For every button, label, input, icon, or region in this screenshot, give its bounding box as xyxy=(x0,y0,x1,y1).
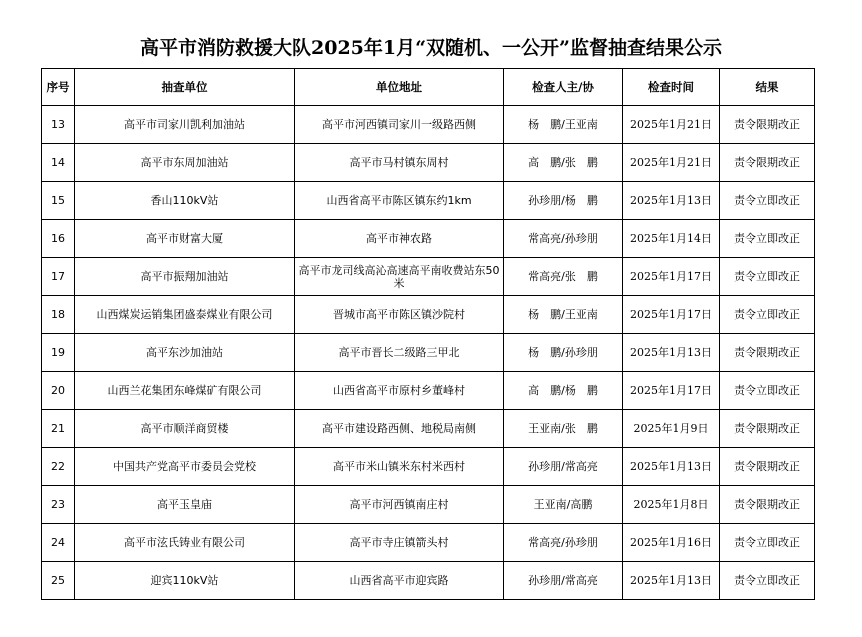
cell-address: 高平市米山镇米东村米西村 xyxy=(295,448,504,486)
cell-address: 高平市神农路 xyxy=(295,220,504,258)
cell-unit: 山西煤炭运销集团盛泰煤业有限公司 xyxy=(75,296,295,334)
cell-unit: 高平市泫氏铸业有限公司 xyxy=(75,524,295,562)
cell-date: 2025年1月13日 xyxy=(623,448,720,486)
cell-address: 高平市龙司线高沁高速高平南收费站东50米 xyxy=(295,258,504,296)
cell-inspectors: 常高亮/张 鹏 xyxy=(504,258,623,296)
cell-date: 2025年1月14日 xyxy=(623,220,720,258)
header-seq: 序号 xyxy=(42,69,75,106)
cell-result: 责令限期改正 xyxy=(720,448,815,486)
cell-inspectors: 孙珍朋/常高亮 xyxy=(504,562,623,600)
header-date: 检查时间 xyxy=(623,69,720,106)
cell-seq: 17 xyxy=(42,258,75,296)
table-row xyxy=(42,410,815,448)
header-address: 单位地址 xyxy=(295,69,504,106)
cell-date: 2025年1月16日 xyxy=(623,524,720,562)
cell-address: 山西省高平市陈区镇东约1km xyxy=(295,182,504,220)
table-row xyxy=(42,106,815,144)
cell-inspectors: 高 鹏/杨 鹏 xyxy=(504,372,623,410)
cell-address: 高平市寺庄镇箭头村 xyxy=(295,524,504,562)
cell-seq: 21 xyxy=(42,410,75,448)
cell-date: 2025年1月9日 xyxy=(623,410,720,448)
page-title: 高平市消防救援大队2025年1月“双随机、一公开”监督抽查结果公示 xyxy=(140,37,722,59)
header-unit: 抽查单位 xyxy=(75,69,295,106)
cell-seq: 25 xyxy=(42,562,75,600)
cell-result: 责令立即改正 xyxy=(720,220,815,258)
cell-inspectors: 王亚南/张 鹏 xyxy=(504,410,623,448)
table-row xyxy=(42,448,815,486)
cell-result: 责令限期改正 xyxy=(720,486,815,524)
cell-inspectors: 孙珍朋/常高亮 xyxy=(504,448,623,486)
cell-date: 2025年1月13日 xyxy=(623,562,720,600)
results-table xyxy=(41,68,815,600)
cell-seq: 16 xyxy=(42,220,75,258)
cell-seq: 15 xyxy=(42,182,75,220)
cell-unit: 迎宾110kV站 xyxy=(75,562,295,600)
table-row xyxy=(42,296,815,334)
cell-unit: 高平市振翔加油站 xyxy=(75,258,295,296)
table-row xyxy=(42,258,815,296)
cell-date: 2025年1月21日 xyxy=(623,106,720,144)
cell-date: 2025年1月13日 xyxy=(623,334,720,372)
cell-date: 2025年1月13日 xyxy=(623,182,720,220)
cell-unit: 中国共产党高平市委员会党校 xyxy=(75,448,295,486)
cell-seq: 14 xyxy=(42,144,75,182)
cell-result: 责令立即改正 xyxy=(720,296,815,334)
cell-result: 责令限期改正 xyxy=(720,106,815,144)
cell-unit: 高平东沙加油站 xyxy=(75,334,295,372)
cell-date: 2025年1月17日 xyxy=(623,258,720,296)
cell-inspectors: 王亚南/高鹏 xyxy=(504,486,623,524)
cell-result: 责令立即改正 xyxy=(720,372,815,410)
cell-seq: 20 xyxy=(42,372,75,410)
cell-date: 2025年1月17日 xyxy=(623,372,720,410)
cell-unit: 高平市东周加油站 xyxy=(75,144,295,182)
cell-date: 2025年1月8日 xyxy=(623,486,720,524)
cell-result: 责令立即改正 xyxy=(720,562,815,600)
cell-seq: 22 xyxy=(42,448,75,486)
table-row xyxy=(42,524,815,562)
cell-result: 责令立即改正 xyxy=(720,258,815,296)
table-row xyxy=(42,562,815,600)
cell-seq: 24 xyxy=(42,524,75,562)
cell-unit: 山西兰花集团东峰煤矿有限公司 xyxy=(75,372,295,410)
cell-result: 责令限期改正 xyxy=(720,144,815,182)
cell-seq: 13 xyxy=(42,106,75,144)
cell-inspectors: 杨 鹏/王亚南 xyxy=(504,296,623,334)
cell-result: 责令立即改正 xyxy=(720,524,815,562)
header-result: 结果 xyxy=(720,69,815,106)
cell-unit: 高平市司家川凯利加油站 xyxy=(75,106,295,144)
table-row xyxy=(42,220,815,258)
cell-address: 高平市建设路西侧、地税局南侧 xyxy=(295,410,504,448)
cell-address: 高平市晋长二级路三甲北 xyxy=(295,334,504,372)
cell-address: 高平市河西镇司家川一级路西侧 xyxy=(295,106,504,144)
table-row xyxy=(42,182,815,220)
table-row xyxy=(42,486,815,524)
cell-address: 山西省高平市迎宾路 xyxy=(295,562,504,600)
cell-date: 2025年1月17日 xyxy=(623,296,720,334)
header-inspectors: 检查人主/协 xyxy=(504,69,623,106)
cell-inspectors: 杨 鹏/王亚南 xyxy=(504,106,623,144)
cell-inspectors: 杨 鹏/孙珍朋 xyxy=(504,334,623,372)
cell-result: 责令限期改正 xyxy=(720,410,815,448)
cell-inspectors: 常高亮/孙珍朋 xyxy=(504,220,623,258)
cell-unit: 高平市财富大厦 xyxy=(75,220,295,258)
cell-result: 责令限期改正 xyxy=(720,334,815,372)
header-row xyxy=(42,69,815,106)
cell-unit: 香山110kV站 xyxy=(75,182,295,220)
cell-address: 高平市河西镇南庄村 xyxy=(295,486,504,524)
table-header xyxy=(42,69,815,106)
cell-address: 晋城市高平市陈区镇沙院村 xyxy=(295,296,504,334)
cell-address: 山西省高平市原村乡董峰村 xyxy=(295,372,504,410)
table-row xyxy=(42,372,815,410)
cell-seq: 19 xyxy=(42,334,75,372)
table-row xyxy=(42,334,815,372)
cell-seq: 23 xyxy=(42,486,75,524)
cell-inspectors: 常高亮/孙珍朋 xyxy=(504,524,623,562)
cell-unit: 高平玉皇庙 xyxy=(75,486,295,524)
table-body xyxy=(42,106,815,600)
cell-date: 2025年1月21日 xyxy=(623,144,720,182)
cell-inspectors: 孙珍朋/杨 鹏 xyxy=(504,182,623,220)
cell-inspectors: 高 鹏/张 鹏 xyxy=(504,144,623,182)
cell-unit: 高平市顺洋商贸楼 xyxy=(75,410,295,448)
cell-address: 高平市马村镇东周村 xyxy=(295,144,504,182)
cell-seq: 18 xyxy=(42,296,75,334)
cell-result: 责令立即改正 xyxy=(720,182,815,220)
table-row xyxy=(42,144,815,182)
